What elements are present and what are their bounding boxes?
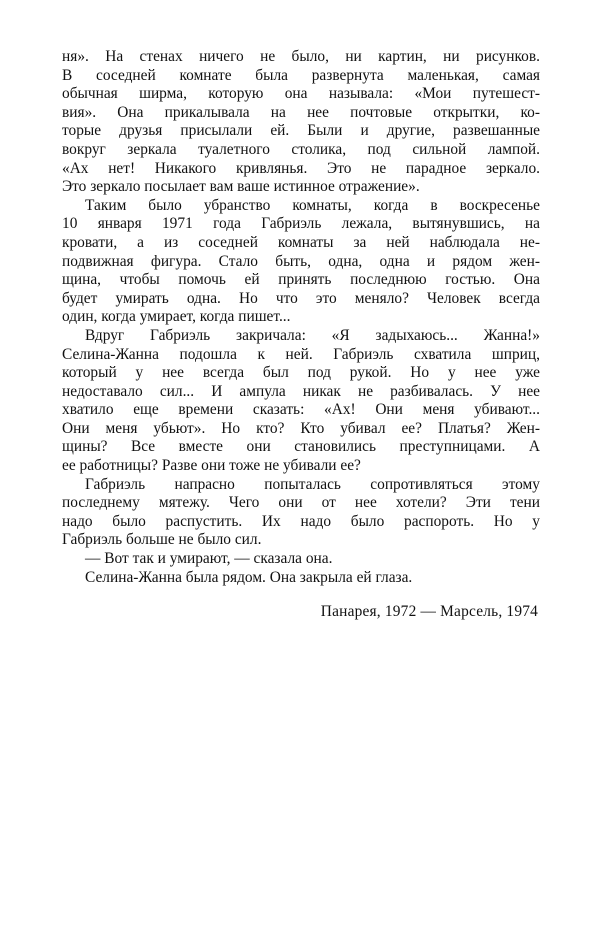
text-line: «Ах нет! Никакого кривлянья. Это не парадное зеркало. [62, 159, 540, 177]
text-line: ня». На стенах ничего не было, ни картин, ни рисунков. [62, 48, 540, 65]
text-line: В соседней комнате была развернута маленькая, самая [62, 66, 540, 84]
text-line: щины? Все вместе они становились преступницами. А [62, 438, 540, 456]
text-line: Габриэль напрасно попыталась сопротивляться этому [85, 475, 540, 493]
text-line: один, когда умирает, когда пишет... [62, 308, 291, 326]
text-line: торые друзья присылали ей. Были и другие, развешанные [62, 122, 540, 140]
paragraph [62, 48, 540, 197]
page-body [62, 48, 540, 587]
text-line: кровати, а из соседней комнаты за ней наблюдала не- [62, 233, 540, 251]
text-line: вия». Она прикалывала на нее почтовые открытки, ко- [62, 103, 540, 121]
text-line: Это зеркало посылает вам ваше истинное отражение». [62, 178, 420, 196]
text-line: ее работницы? Разве они тоже не убивали ее? [62, 457, 361, 475]
text-line: будет умирать одна. Но что это меняло? Человек всегда [62, 289, 540, 307]
text-line: Таким было убранство комнаты, когда в воскресенье [85, 196, 540, 214]
text-line: последнему мятежу. Чего они от нее хотели? Эти тени [62, 494, 540, 512]
text-line: хватило еще времени сказать: «Ах! Они меня убивают... [62, 401, 540, 419]
text-line: 10 января 1971 года Габриэль лежала, вытянувшись, на [62, 215, 540, 233]
closing-line: Селина-Жанна была рядом. Она закрыла ей глаза. [85, 568, 413, 586]
paragraph [62, 327, 540, 476]
text-line: Селина-Жанна подошла к ней. Габриэль схватила шприц, [62, 345, 540, 363]
text-line: щина, чтобы помочь ей принять последнюю гостью. Она [62, 271, 540, 289]
text-line: обычная ширма, которую она называла: «Мои путешест- [62, 85, 540, 103]
text-line: надо было распустить. Их надо было распороть. Но у [62, 512, 540, 530]
text-line: подвижная фигура. Стало быть, одна, одна и рядом жен- [62, 252, 540, 270]
text-line: вокруг зеркала туалетного столика, под сильной лампой. [62, 140, 540, 158]
dialogue-line: — Вот так и умирают, — сказала она. [85, 550, 333, 568]
text-line: Они меня убьют». Но кто? Кто убивал ее? Платья? Жен- [62, 419, 540, 437]
text-line: Вдруг Габриэль закричала: «Я задыхаюсь... Жанна!» [85, 326, 540, 344]
paragraph [62, 197, 540, 327]
text-line: Габриэль больше не было сил. [62, 531, 262, 549]
text-line: недоставало сил... И ампула никак не разбивалась. У нее [62, 382, 540, 400]
paragraph [62, 476, 540, 550]
text-line: который у нее всегда был под рукой. Но у нее уже [62, 364, 540, 382]
place-date-signature: Панарея, 1972 — Марсель, 1974 [320, 603, 538, 620]
